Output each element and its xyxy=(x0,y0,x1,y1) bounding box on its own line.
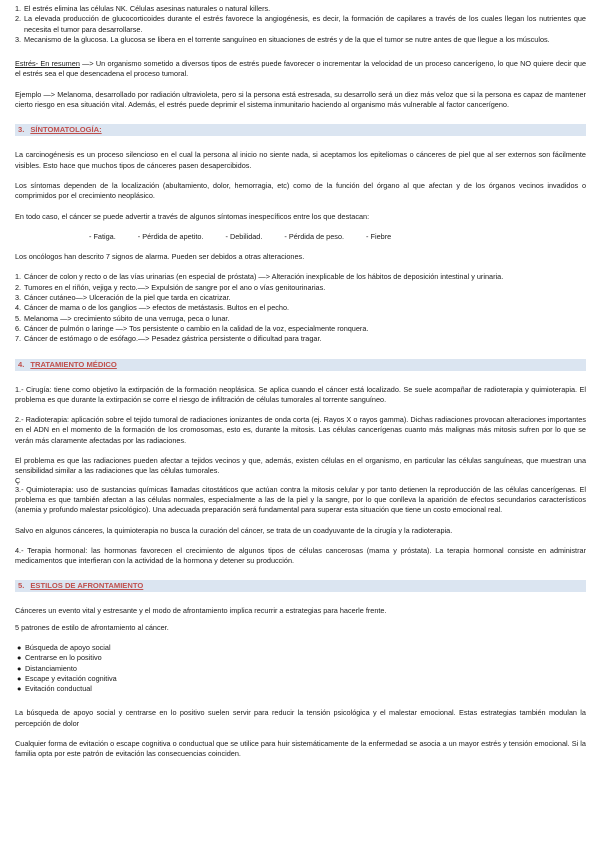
list-text: Melanoma —> crecimiento súbito de una verruga, peca o lunar. xyxy=(24,313,230,323)
list-number: 1. xyxy=(15,4,22,13)
section-title: TRATAMIENTO MÉDICO xyxy=(30,359,117,369)
summary-label: Estrés- En resumen xyxy=(15,59,80,69)
list-text: Distanciamiento xyxy=(25,663,77,673)
list-item xyxy=(15,653,586,663)
example-paragraph: Ejemplo —> Melanoma, desarrollado por radiación ultravioleta, pero si la persona está estresada, su desarrollo será un diez más veloz que si la persona es capaz de mantener cierto riesgo en esa situación vital. Además, el estrés puede deprimir el sistema inmunitario haciendo al organismo más vulnerable al factor cancerígeno. xyxy=(15,89,586,110)
list-item xyxy=(15,283,586,293)
bullet-icon: ● xyxy=(17,663,22,673)
paragraph: Los oncólogos han descrito 7 signos de alarma. Pueden ser debidos a otras alteraciones. xyxy=(15,252,305,262)
stray-mark: Ç xyxy=(15,475,21,485)
paragraph: En todo caso, el cáncer se puede advertir a través de algunos síntomas inespecíficos entre los que destacan: xyxy=(15,211,370,221)
list-item xyxy=(15,35,586,45)
list-item xyxy=(15,324,586,334)
list-item xyxy=(15,334,586,344)
symptom-item: - Fiebre xyxy=(366,231,392,241)
document-page xyxy=(15,4,586,760)
list-item xyxy=(15,293,586,303)
paragraph: 3.- Quimioterapia: uso de sustancias químicas llamadas citostáticos que actúan contra la mitosis celular y por tanto detienen la reproducción de las células cancerígenas. El problema es que también afectan a las células normales, especialmente a las de la piel y la sangre, por lo que conlleva la aparición de efectos secundarios característicos (anemia y profundo malestar psicológico). Una adecuada preparación será fundamental para superar esta situación que tiene un costo emocional real. xyxy=(15,484,586,515)
list-item xyxy=(15,4,586,14)
symptom-item: - Debilidad. xyxy=(225,231,263,241)
paragraph: 1.- Cirugía: tiene como objetivo la extirpación de la formación neoplásica. Se aplica cuando el cáncer está localizado. Se suele acompañar de radioterapia y quimioterapia. El problema es que durante la extirpación se corre el riesgo de infiltración de células tumorales al torrente sanguíneo. xyxy=(15,384,586,404)
list-text: Tumores en el riñón, vejiga y recto.—> Expulsión de sangre por el ano o vías genitourinarias. xyxy=(24,282,326,292)
section-heading-sintomatologia xyxy=(15,124,586,136)
paragraph: Salvo en algunos cánceres, la quimioterapia no busca la curación del cáncer, se trata de un coadyuvante de la cirugía y la radioterapia. xyxy=(15,525,453,535)
paragraph: La carcinogénesis es un proceso silencioso en el cual la persona al inicio no siente nada, si aceptamos los epiteliomas o cánceres de piel que al ser externos son fácilmente visibles. Esto hace que muchos tipos de cánceres pasen desapercibidos. xyxy=(15,150,586,170)
list-number: 5. xyxy=(15,313,22,323)
symptom-item: - Pérdida de apetito. xyxy=(137,231,204,241)
list-number: 4. xyxy=(15,303,22,313)
paragraph: Los síntomas dependen de la localización (abultamiento, dolor, hemorragia, etc) como de la función del órgano al que afectan y de los órganos vecinos invadidos o comprimidos por el crecimiento neoplásico. xyxy=(15,180,586,201)
paragraph: 5 patrones de estilo de afrontamiento al cáncer. xyxy=(15,622,169,632)
list-text: La elevada producción de glucocorticoides durante el estrés favorece la angiogénesis, es decir, la formación de capilares a través de los cuales llegan los nutrientes que necesita el tumor para desarrollarse. xyxy=(24,14,586,34)
intro-list xyxy=(15,4,586,45)
summary-paragraph xyxy=(15,59,586,80)
list-item xyxy=(15,643,586,653)
paragraph: El problema es que las radiaciones pueden afectar a tejidos vecinos y que, además, existen células en el organismo, en particular las células sanguíneas, que muestran una sensibilidad similar a las radiaciones que las células tumorales. xyxy=(15,456,586,476)
list-text: Centrarse en lo positivo xyxy=(25,653,102,663)
section-heading-tratamiento xyxy=(15,359,586,371)
section-title: SÍNTOMATOLOGÍA: xyxy=(30,125,102,135)
section-number: 4. xyxy=(18,359,25,369)
list-number: 2. xyxy=(15,14,22,24)
section-title: ESTILOS DE AFRONTAMIENTO xyxy=(30,581,144,591)
list-text: Cáncer de colon y recto o de las vías urinarias (en especial de próstata) —> Alteración inexplicable de los hábitos de deposición intestinal y urinaria. xyxy=(24,272,504,282)
patterns-list xyxy=(15,643,586,694)
list-text: Cáncer cutáneo—> Ulceración de la piel que tarda en cicatrizar. xyxy=(24,293,231,303)
list-item xyxy=(15,272,586,282)
bullet-icon: ● xyxy=(17,684,22,694)
list-number: 3. xyxy=(15,293,22,303)
summary-text: —> Un organismo sometido a diversos tipos de estrés puede favorecer o incrementar la velocidad de un proceso cancerígeno, lo que NO quiere decir que el estrés sea el que desencadena el proceso tumoral. xyxy=(15,59,586,79)
list-item xyxy=(15,14,586,35)
list-text: Búsqueda de apoyo social xyxy=(25,642,111,652)
list-item xyxy=(15,314,586,324)
list-text: Cáncer de mama o de los ganglios —> efectos de metástasis. Bultos en el pecho. xyxy=(24,303,290,313)
paragraph: 2.- Radioterapia: aplicación sobre el tejido tumoral de radiaciones ionizantes de onda corta (ej. Rayos X o rayos gamma). Dichas radiaciones provocan alteraciones importantes en el ADN en el momento de la formación de los cromosomas, esto es, durante la mitosis. Las células cancerígenas cuanto más malignas más mitosis sufren por lo que se verán más claramente afectadas por las radiaciones. xyxy=(15,415,586,445)
section-number: 5. xyxy=(18,581,25,591)
list-text: Cáncer de pulmón o laringe —> Tos persistente o cambio en la calidad de la voz, especialmente ronquera. xyxy=(24,323,369,333)
section-heading-afrontamiento xyxy=(15,580,586,592)
list-text: El estrés elimina las células NK. Células asesinas naturales o natural killers. xyxy=(24,4,271,13)
alarm-signs-list xyxy=(15,272,586,344)
section-number: 3. xyxy=(18,125,25,135)
bullet-icon: ● xyxy=(17,642,22,652)
list-number: 2. xyxy=(15,282,22,292)
list-text: Cáncer de estómago o de esófago.—> Pesadez gástrica persistente o dificultad para tragar. xyxy=(24,334,322,344)
paragraph: 4.- Terapia hormonal: las hormonas favorecen el crecimiento de algunos tipos de células cancerosas (mama y próstata). La terapia hormonal consiste en administrar medicamentos que interfieran con la actividad de la hormona y detener su producción. xyxy=(15,545,586,566)
list-text: Escape y evitación cognitiva xyxy=(25,673,117,683)
paragraph: Cualquier forma de evitación o escape cognitiva o conductual que se utilice para huir sistemáticamente de la enfermedad se asocia a un mayor estrés y tensión emocional. Si la familia opta por este patrón de evitación las consecuencias coinciden. xyxy=(15,739,586,759)
list-number: 6. xyxy=(15,323,22,333)
list-text: Mecanismo de la glucosa. La glucosa se libera en el torrente sanguíneo en situaciones de estrés y de la que el tumor se nutre antes de que llegue a los músculos. xyxy=(24,34,550,44)
bullet-icon: ● xyxy=(17,653,22,663)
list-text: Evitación conductual xyxy=(25,684,92,694)
list-item xyxy=(15,303,586,313)
bullet-icon: ● xyxy=(17,673,22,683)
paragraph: Cánceres un evento vital y estresante y el modo de afrontamiento implica recurrir a estrategias para hacerle frente. xyxy=(15,606,387,616)
list-number: 7. xyxy=(15,334,22,344)
list-item xyxy=(15,664,586,674)
symptom-item: - Fatiga. xyxy=(89,231,116,241)
paragraph: La búsqueda de apoyo social y centrarse en lo positivo suelen servir para reducir la tensión psicológica y el malestar emocional. Estas estrategias también modulan la percepción de dolor xyxy=(15,708,586,728)
list-item xyxy=(15,674,586,684)
list-item xyxy=(15,684,586,694)
symptom-list xyxy=(89,232,586,242)
list-number: 1. xyxy=(15,272,22,282)
list-number: 3. xyxy=(15,34,22,44)
symptom-item: - Pérdida de peso. xyxy=(284,231,345,241)
